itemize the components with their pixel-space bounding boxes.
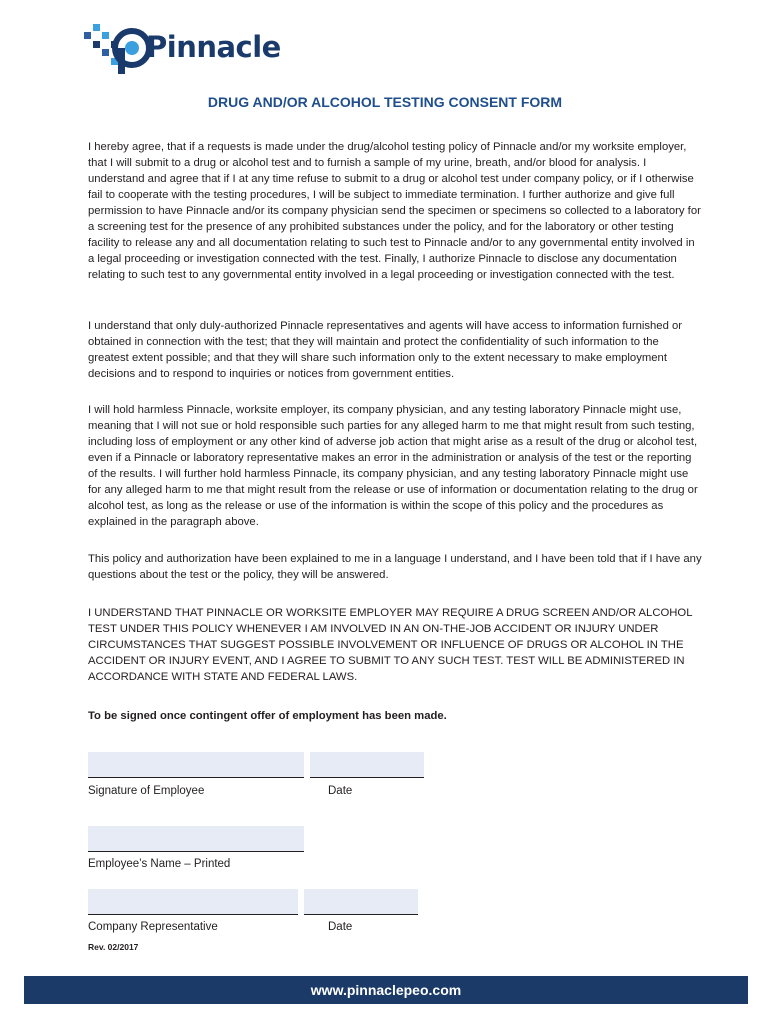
employee-name-label: Employee’s Name – Printed (88, 858, 231, 870)
employee-name-field[interactable] (88, 826, 304, 852)
revision-label: Rev. 02/2017 (88, 942, 139, 952)
confidentiality-paragraph: I understand that only duly-authorized Pinnacle representatives and agents will have access to information furnished or obtained in connection with the test; that they will maintain and protect the confidentiality of such information to the greatest extent possible; and that they will share such information only to the extent necessary to make employment decisions and to respond to inquiries or notices from government entities. (88, 320, 683, 380)
employee-date-field[interactable] (310, 752, 424, 778)
signing-note: To be signed once contingent offer of employment has been made. (88, 710, 447, 722)
accident-testing-paragraph: I UNDERSTAND THAT PINNACLE OR WORKSITE EMPLOYER MAY REQUIRE A DRUG SCREEN AND/OR ALCOHOL TEST UNDER THIS POLICY WHENEVER I AM INVOLVED IN AN ON-THE-JOB ACCIDENT OR INJURY UNDER CIRCUMSTANCES THAT SUGGEST POSSIBLE INVOLVEMENT OR INFLUENCE OF DRUGS OR ALCOHOL IN THE ACCIDENT OR INJURY EVENT, AND I AGREE TO SUBMIT TO ANY SUCH TEST. TEST WILL BE ADMINISTERED IN ACCORDANCE WITH STATE AND FEDERAL LAWS. (88, 607, 693, 683)
consent-paragraph: I hereby agree, that if a requests is made under the drug/alcohol testing policy of Pinnacle and/or my worksite employer, that I will submit to a drug or alcohol test and to furnish a sample of my urine, breath, and/or blood for analysis. I understand and agree that if I at any time refuse to submit to a drug or alcohol test under company policy, or if I otherwise fail to cooperate with the testing procedures, I will be subject to immediate termination. I further authorize and give full permission to have Pinnacle and/or its company physician send the specimen or specimens so collected to a laboratory for a screening test for the presence of any prohibited substances under the policy, and for the laboratory or other testing facility to release any and all documentation relating to such test to Pinnacle and/or to any governmental entity involved in a legal proceeding or investigation connected with the test. Finally, I authorize Pinnacle to disclose any documentation relating to such test to any governmental entity involved in a legal proceeding or investigation connected with the test. (88, 141, 701, 281)
explanation-paragraph: This policy and authorization have been explained to me in a language I understand, and I have been told that if I have any questions about the test or the policy, they will be answered. (88, 553, 702, 581)
employee-signature-label: Signature of Employee (88, 785, 205, 797)
employee-date-label: Date (328, 785, 353, 797)
footer-url-banner[interactable]: www.pinnaclepeo.com (24, 976, 748, 1004)
hold-harmless-paragraph: I will hold harmless Pinnacle, worksite employer, its company physician, and any testing laboratory Pinnacle might use, meaning that I will not sue or hold responsible such parties for any alleged harm to me that might result from such testing, including loss of employment or any other kind of adverse job action that might arise as a result of the drug or alcohol test, even if a Pinnacle or laboratory representative makes an error in the administration or analysis of the test or the reporting of the results. I will further hold harmless Pinnacle, its company physician, and any testing laboratory Pinnacle might use for any alleged harm to me that might result from the release or use of information or documentation relating to the drug or alcohol test, as long as the release or use of the information is within the scope of this policy and the procedures as explained in the paragraph above. (88, 404, 698, 528)
form-title: DRUG AND/OR ALCOHOL TESTING CONSENT FORM (207, 94, 563, 110)
logo-wordmark: Pinnacle (146, 30, 281, 64)
company-date-label: Date (328, 921, 353, 933)
company-date-field[interactable] (304, 889, 418, 915)
company-rep-label: Company Representative (88, 921, 218, 933)
company-rep-field[interactable] (88, 889, 298, 915)
employee-signature-field[interactable] (88, 752, 304, 778)
